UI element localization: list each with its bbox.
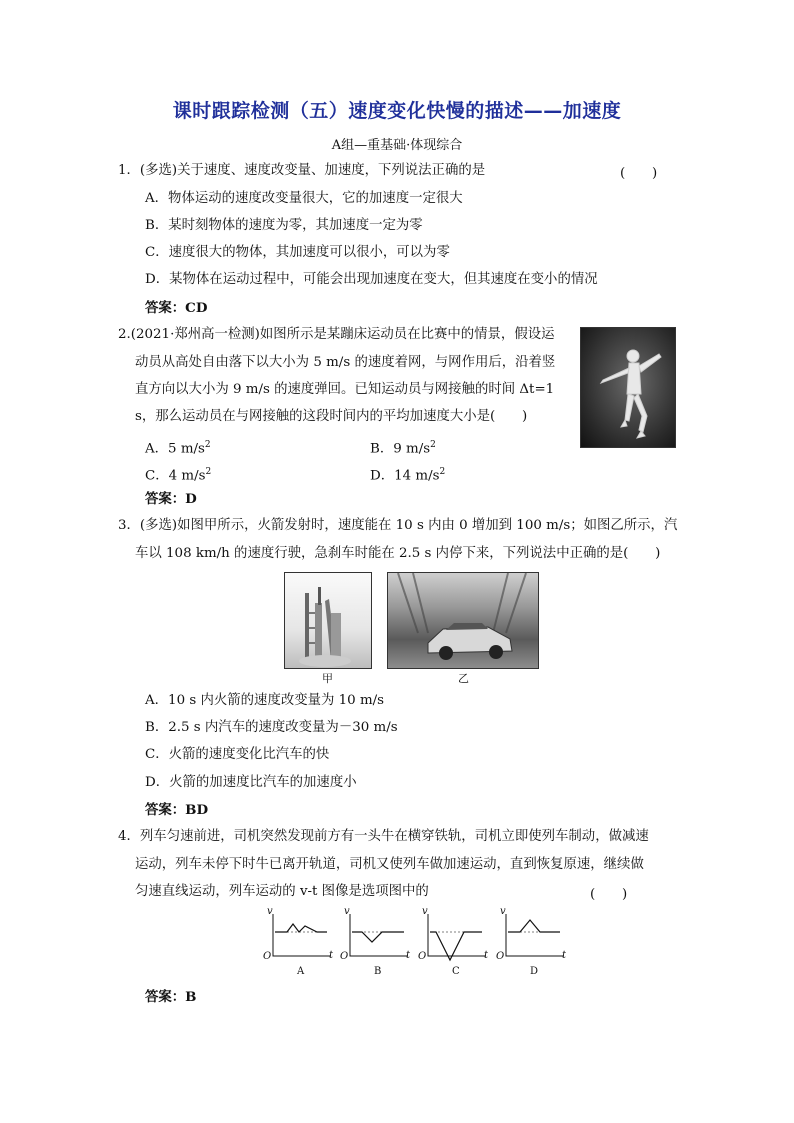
graph-option-label: A (297, 966, 305, 977)
axes (428, 914, 486, 956)
q2-option-a: A．5 $m/s^2$ (145, 440, 211, 457)
vt-curve (508, 920, 560, 932)
graph-option-label: B (374, 966, 382, 977)
vt-graph-a (263, 906, 335, 977)
axis-t-label: t (484, 950, 489, 961)
q3-option-c: C．火箭的速度变化比汽车的快 (145, 747, 330, 762)
origin-label: O (263, 951, 272, 962)
axis-v-label: v (500, 906, 506, 917)
origin-label: O (496, 951, 505, 962)
vt-curve (275, 924, 327, 932)
rocket-launch-photo (284, 572, 372, 669)
q1-option-b: B．某时刻物体的速度为零，其加速度一定为零 (145, 218, 423, 233)
page-title: 课时跟踪检测（五）速度变化快慢的描述——加速度 (172, 100, 622, 122)
axis-t-label: t (562, 950, 567, 961)
vt-graph-c (418, 906, 490, 977)
section-heading: A组—重基础·体现综合 (331, 138, 463, 153)
q1-answer: 答案：CD (145, 300, 208, 316)
vt-graph-d (496, 906, 568, 977)
axes (506, 914, 564, 956)
q4-line-2: 运动，列车未停下时牛已离开轨道，司机又使列车做加速运动，直到恢复原速，继续做 (135, 857, 644, 872)
q2-option-d: D．14 $m/s^2$ (370, 467, 446, 484)
q3-option-a: A．10 s 内火箭的速度改变量为 10 m/s (145, 693, 385, 708)
q4-line-3: 匀速直线运动，列车运动的 v-t 图像是选项图中的 (135, 884, 429, 899)
axis-t-label: t (406, 950, 411, 961)
caption-jia: 甲 (322, 672, 333, 685)
axes (273, 914, 331, 956)
q3-answer: 答案：BD (145, 802, 209, 818)
q2-line-2: 动员从高处自由落下以大小为 5 m/s 的速度着网，与网作用后，沿着竖 (135, 355, 556, 370)
vt-curve (352, 932, 404, 942)
q2-line-3: 直方向以大小为 9 m/s 的速度弹回。已知运动员与网接触的时间 Δt=1 (135, 382, 555, 397)
origin-label: O (418, 951, 427, 962)
q1-stem: 1．(多选)关于速度、速度改变量、加速度，下列说法正确的是 (118, 163, 486, 178)
q3-option-d: D．火箭的加速度比汽车的加速度小 (145, 775, 357, 790)
q3-line-1: 3．(多选)如图甲所示，火箭发射时，速度能在 10 s 内由 0 增加到 100 m/s；如图乙所示，汽 (118, 518, 678, 533)
axis-v-label: v (344, 906, 350, 917)
q4-answer: 答案：B (145, 989, 197, 1005)
q1-option-c: C．速度很大的物体，其加速度可以很小，可以为零 (145, 245, 450, 260)
q2-line-1: 2.(2021·郑州高一检测)如图所示是某蹦床运动员在比赛中的情景，假设运 (118, 327, 555, 342)
q1-answer-paren: ( ) (620, 166, 658, 181)
axis-t-label: t (329, 950, 334, 961)
caption-yi: 乙 (458, 672, 469, 685)
axis-v-label: v (422, 906, 428, 917)
q2-answer: 答案：D (145, 491, 197, 507)
q3-option-b: B．2.5 s 内汽车的速度改变量为－30 m/s (145, 720, 398, 735)
axis-v-label: v (267, 906, 273, 917)
graph-option-label: C (452, 966, 460, 977)
trampoline-athlete-photo (580, 327, 676, 448)
q4-line-1: 4．列车匀速前进，司机突然发现前方有一头牛在横穿铁轨，司机立即使列车制动，做减速 (118, 829, 649, 844)
q2-option-c: C．4 $m/s^2$ (145, 467, 212, 484)
q1-option-a: A．物体运动的速度改变量很大，它的加速度一定很大 (145, 191, 463, 206)
q1-option-d: D．某物体在运动过程中，可能会出现加速度在变大，但其速度在变小的情况 (145, 272, 598, 287)
graph-option-label: D (530, 966, 539, 977)
q3-line-2: 车以 108 km/h 的速度行驶，急刹车时能在 2.5 s 内停下来，下列说法中正确的是( ) (135, 546, 661, 561)
q4-answer-paren: ( ) (590, 887, 628, 902)
vt-graph-b (340, 906, 412, 977)
car-photo (387, 572, 539, 669)
q2-option-b: B．9 $m/s^2$ (370, 440, 436, 457)
q2-line-4: s，那么运动员在与网接触的这段时间内的平均加速度大小是( ) (135, 409, 528, 424)
origin-label: O (340, 951, 349, 962)
